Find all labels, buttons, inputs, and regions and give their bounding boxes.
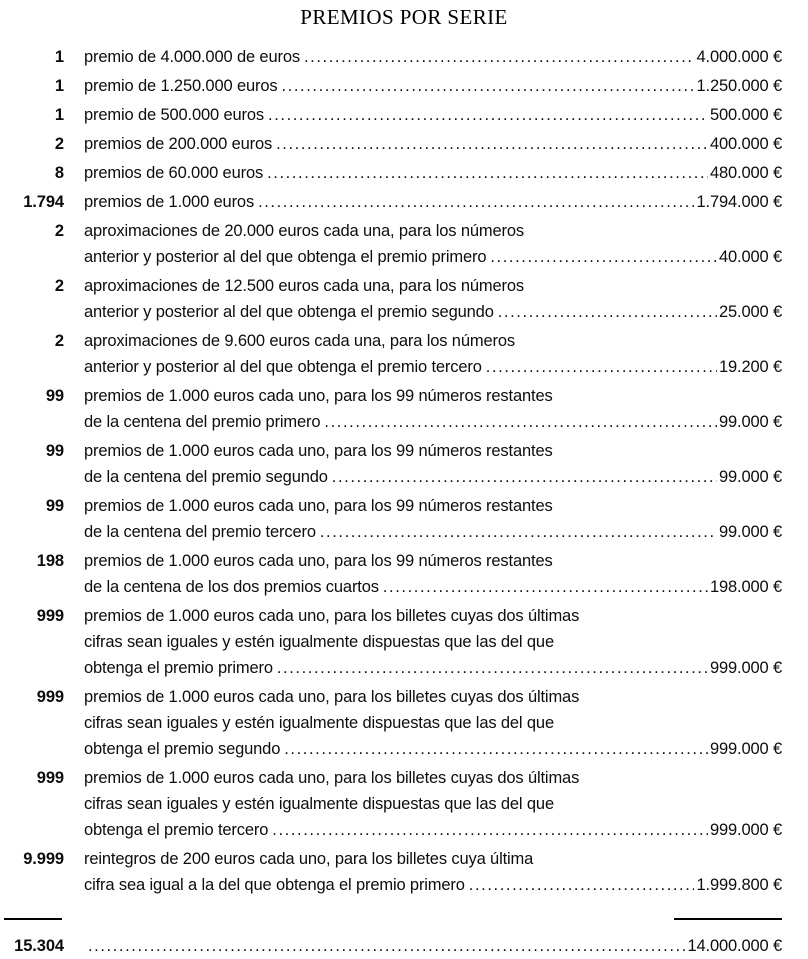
dot-leader (383, 574, 708, 600)
prize-count: 198 (36, 552, 64, 570)
dot-leader (498, 299, 717, 325)
prize-row (4, 218, 782, 270)
description-text: de la centena del premio tercero (84, 523, 316, 541)
prize-description (64, 493, 782, 545)
description-text: premio de 1.250.000 euros (84, 77, 278, 95)
dot-leader (284, 736, 708, 762)
description-text: premio de 4.000.000 de euros (84, 48, 300, 66)
description-line-final (84, 817, 782, 843)
prize-amount: 19.200 € (718, 358, 782, 376)
prize-description (64, 131, 782, 157)
prize-description (64, 383, 782, 435)
description-text: premio de 500.000 euros (84, 106, 265, 124)
dot-leader (332, 464, 717, 490)
prize-row (4, 131, 782, 157)
prize-amount: 25.000 € (718, 303, 782, 321)
description-line: premios de 1.000 euros cada uno, para los 99 números restantes (84, 552, 553, 570)
description-line-final (84, 44, 782, 70)
dot-leader (277, 655, 708, 681)
description-line-final (84, 244, 782, 270)
prize-amount: 99.000 € (718, 523, 782, 541)
prize-amount: 999.000 € (709, 740, 782, 758)
prize-count: 8 (54, 164, 64, 182)
prize-count: 99 (45, 387, 64, 405)
prize-row (4, 160, 782, 186)
prize-count: 99 (45, 442, 64, 460)
dot-leader (324, 409, 717, 435)
description-line: aproximaciones de 20.000 euros cada una, para los números (84, 222, 524, 240)
prize-count: 2 (54, 277, 64, 295)
description-line-final (84, 736, 782, 762)
prize-table (0, 44, 808, 898)
description-text: anterior y posterior al del que obtenga el premio segundo (84, 303, 494, 321)
prize-row (4, 328, 782, 380)
description-line-final (84, 574, 782, 600)
prize-amount: 99.000 € (718, 468, 782, 486)
prize-description (64, 189, 782, 215)
prize-row (4, 438, 782, 490)
prize-count: 1 (54, 48, 64, 66)
prize-amount: 198.000 € (709, 578, 782, 596)
description-text: cifra sea igual a la del que obtenga el premio primero (84, 876, 465, 894)
total-count: 15.304 (14, 937, 64, 955)
description-text: premios de 1.000 euros (84, 193, 255, 211)
description-line: premios de 1.000 euros cada uno, para los 99 números restantes (84, 442, 553, 460)
prize-count: 2 (54, 332, 64, 350)
total-body (64, 933, 782, 959)
prize-amount: 500.000 € (709, 106, 782, 124)
totals-section (0, 914, 808, 959)
description-line-final (84, 519, 782, 545)
description-text: de la centena del premio primero (84, 413, 321, 431)
description-line-final (84, 189, 782, 215)
description-line: premios de 1.000 euros cada uno, para los billetes cuyas dos últimas (84, 769, 580, 787)
description-line: premios de 1.000 euros cada uno, para los 99 números restantes (84, 387, 553, 405)
dot-leader (281, 73, 694, 99)
description-text: premios de 60.000 euros (84, 164, 264, 182)
description-line-final (84, 160, 782, 186)
description-line-final (84, 131, 782, 157)
prize-count: 2 (54, 222, 64, 240)
prize-count: 1.794 (23, 193, 64, 211)
total-row (4, 933, 782, 959)
prize-count: 9.999 (23, 850, 64, 868)
prize-description (64, 160, 782, 186)
prize-description (64, 273, 782, 325)
description-text: de la centena del premio segundo (84, 468, 328, 486)
prize-description (64, 765, 782, 843)
description-line-final (84, 464, 782, 490)
prize-row (4, 846, 782, 898)
dot-leader (88, 933, 685, 959)
dot-leader (486, 354, 717, 380)
dot-leader (272, 817, 708, 843)
prize-description (64, 102, 782, 128)
prize-description (64, 73, 782, 99)
prize-row (4, 102, 782, 128)
prize-amount: 1.794.000 € (696, 193, 782, 211)
dot-leader (469, 872, 695, 898)
description-line-final (84, 872, 782, 898)
prize-amount: 99.000 € (718, 413, 782, 431)
description-text: de la centena de los dos premios cuartos (84, 578, 379, 596)
description-text: obtenga el premio primero (84, 659, 273, 677)
prize-row (4, 73, 782, 99)
dot-leader (320, 519, 717, 545)
prize-count: 999 (36, 769, 64, 787)
prize-amount: 400.000 € (709, 135, 782, 153)
prize-amount: 999.000 € (709, 659, 782, 677)
description-line: aproximaciones de 9.600 euros cada una, para los números (84, 332, 515, 350)
prize-amount: 480.000 € (709, 164, 782, 182)
prize-row (4, 493, 782, 545)
dot-leader (490, 244, 717, 270)
prize-row (4, 383, 782, 435)
description-line-final (84, 73, 782, 99)
prize-row (4, 765, 782, 843)
prize-row (4, 603, 782, 681)
description-text: obtenga el premio segundo (84, 740, 281, 758)
dot-leader (267, 160, 708, 186)
prize-row (4, 44, 782, 70)
prize-count: 999 (36, 607, 64, 625)
prize-description (64, 438, 782, 490)
prize-amount: 40.000 € (718, 248, 782, 266)
description-text: premios de 200.000 euros (84, 135, 273, 153)
total-count-rule (4, 918, 64, 920)
dot-leader (258, 189, 694, 215)
dot-leader (304, 44, 695, 70)
description-line-final (84, 655, 782, 681)
description-text: obtenga el premio tercero (84, 821, 269, 839)
prize-breakdown-document (0, 5, 808, 955)
prize-amount: 999.000 € (709, 821, 782, 839)
prize-description (64, 846, 782, 898)
prize-amount: 4.000.000 € (696, 48, 782, 66)
prize-amount: 1.999.800 € (696, 876, 782, 894)
description-line: reintegros de 200 euros cada uno, para los billetes cuya última (84, 850, 534, 868)
totals-rules (4, 914, 782, 924)
dot-leader (268, 102, 708, 128)
prize-count: 1 (54, 77, 64, 95)
description-line-final (84, 102, 782, 128)
prize-description (64, 684, 782, 762)
description-text: anterior y posterior al del que obtenga el premio tercero (84, 358, 482, 376)
prize-description (64, 44, 782, 70)
prize-description (64, 218, 782, 270)
prize-row (4, 189, 782, 215)
prize-count: 1 (54, 106, 64, 124)
description-line: premios de 1.000 euros cada uno, para los billetes cuyas dos últimas (84, 688, 580, 706)
description-line: premios de 1.000 euros cada uno, para los billetes cuyas dos últimas (84, 607, 580, 625)
description-line: premios de 1.000 euros cada uno, para los 99 números restantes (84, 497, 553, 515)
prize-description (64, 328, 782, 380)
prize-count: 99 (45, 497, 64, 515)
prize-row (4, 684, 782, 762)
description-line-final (84, 354, 782, 380)
description-line-final (84, 409, 782, 435)
description-line: cifras sean iguales y estén igualmente dispuestas que las del que (84, 795, 554, 813)
description-line: aproximaciones de 12.500 euros cada una, para los números (84, 277, 524, 295)
description-line: cifras sean iguales y estén igualmente dispuestas que las del que (84, 633, 554, 651)
description-text: anterior y posterior al del que obtenga el premio primero (84, 248, 487, 266)
prize-amount: 1.250.000 € (696, 77, 782, 95)
page-title: PREMIOS POR SERIE (300, 5, 508, 29)
prize-count: 999 (36, 688, 64, 706)
description-line-final (84, 299, 782, 325)
description-line: cifras sean iguales y estén igualmente dispuestas que las del que (84, 714, 554, 732)
prize-row (4, 548, 782, 600)
prize-row (4, 273, 782, 325)
prize-count: 2 (54, 135, 64, 153)
total-amount: 14.000.000 € (687, 937, 782, 955)
dot-leader (276, 131, 708, 157)
prize-description (64, 603, 782, 681)
total-amount-rule (674, 918, 782, 920)
prize-description (64, 548, 782, 600)
